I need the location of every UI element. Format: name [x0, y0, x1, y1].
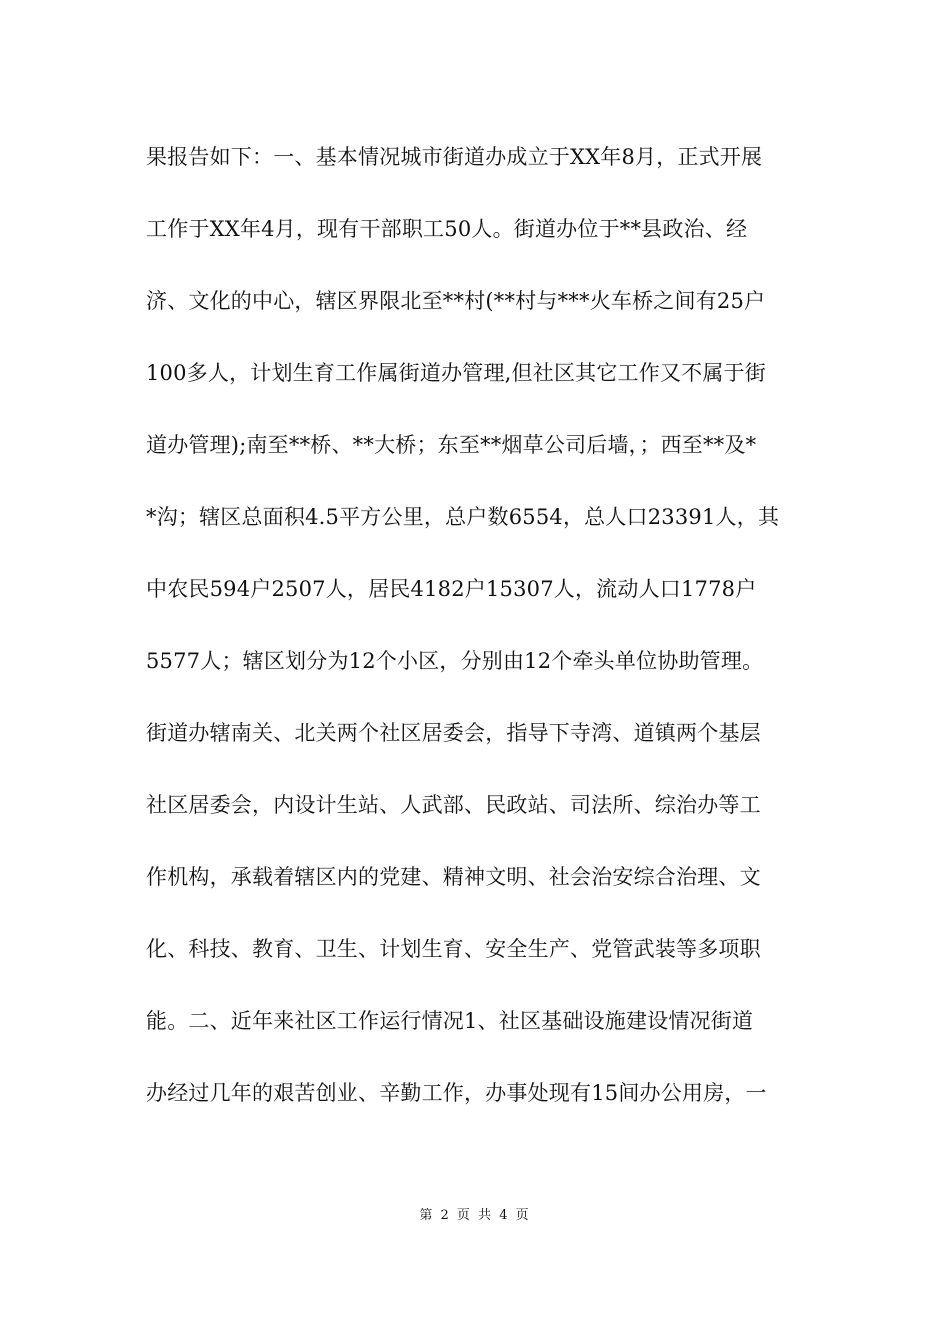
- body-text-line: 道办管理);南至**桥、**大桥；东至**烟草公司后墙，；西至**及*: [146, 433, 757, 457]
- body-text-line: 能。二、近年来社区工作运行情况1、社区基础设施建设情况街道: [146, 1009, 754, 1033]
- body-text-line: *沟；辖区总面积4.5平方公里，总户数6554，总人口23391人，其: [146, 505, 780, 529]
- body-text-line: 100多人，计划生育工作属街道办管理,但社区其它工作又不属于街: [146, 361, 766, 385]
- body-text-line: 工作于XX年4月，现有干部职工50人。街道办位于**县政治、经: [146, 217, 748, 241]
- body-text-line: 街道办辖南关、北关两个社区居委会，指导下寺湾、道镇两个基层: [146, 721, 761, 745]
- body-text-line: 济、文化的中心，辖区界限北至**村(**村与***火车桥之间有25户: [146, 289, 766, 313]
- body-text-line: 5577人；辖区划分为12个小区，分别由12个牵头单位协助管理。: [146, 649, 764, 673]
- page-number-footer: 第 2 页 共 4 页: [419, 1208, 531, 1223]
- body-text-line: 作机构，承载着辖区内的党建、精神文明、社会治安综合治理、文: [146, 865, 761, 889]
- body-text-line: 化、科技、教育、卫生、计划生育、安全生产、党管武装等多项职: [146, 937, 761, 961]
- body-text-line: 办经过几年的艰苦创业、辛勤工作，办事处现有15间办公用房，一: [146, 1081, 767, 1105]
- body-text-line: 社区居委会，内设计生站、人武部、民政站、司法所、综治办等工: [146, 793, 761, 817]
- body-text-line: 果报告如下：一、基本情况城市街道办成立于XX年8月，正式开展: [146, 145, 763, 169]
- body-text-line: 中农民594户2507人，居民4182户15307人，流动人口1778户: [146, 577, 757, 601]
